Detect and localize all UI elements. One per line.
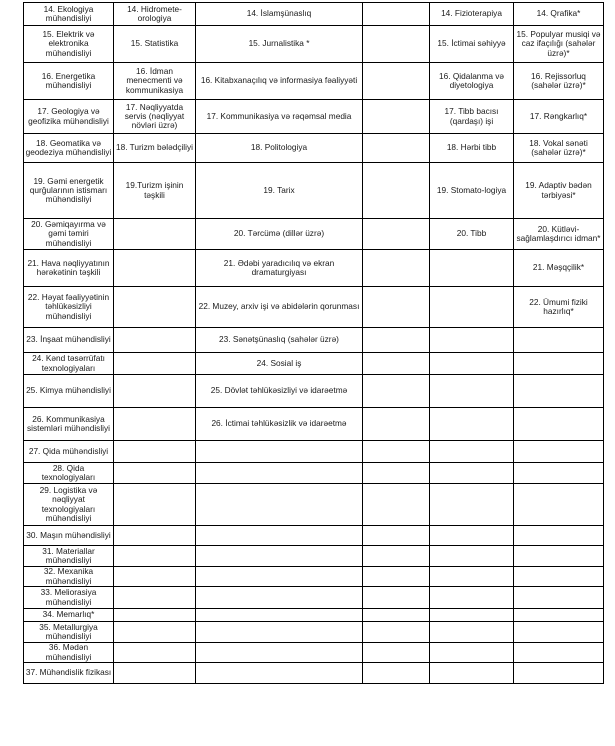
specialty-cell — [514, 609, 604, 622]
specialty-cell — [196, 609, 363, 622]
spacer-cell — [363, 26, 430, 63]
spacer-cell — [363, 219, 430, 250]
specialty-cell — [114, 375, 196, 408]
specialty-cell — [114, 587, 196, 609]
specialty-cell: 19. Adaptiv bədən tərbiyəsi* — [514, 163, 604, 219]
specialty-cell: 29. Logistika və nəqliyyat texnologiyaları mühəndisliyi — [24, 484, 114, 526]
spacer-cell — [363, 484, 430, 526]
spacer-cell — [363, 622, 430, 643]
specialty-cell — [114, 484, 196, 526]
table-row — [24, 100, 604, 134]
specialty-cell — [430, 484, 514, 526]
specialty-cell — [196, 622, 363, 643]
specialty-cell — [196, 587, 363, 609]
table-row — [24, 463, 604, 484]
specialty-cell — [196, 643, 363, 663]
table-row — [24, 643, 604, 663]
specialty-cell: 34. Memarlıq* — [24, 609, 114, 622]
specialty-cell — [114, 663, 196, 684]
spacer-cell — [363, 287, 430, 328]
specialty-cell — [430, 408, 514, 441]
specialty-cell — [114, 328, 196, 353]
specialty-cell: 22. Muzey, arxiv işi və abidələrin qorunması — [196, 287, 363, 328]
specialty-cell: 31. Materiallar mühəndisliyi — [24, 546, 114, 567]
specialty-cell — [514, 663, 604, 684]
specialty-cell — [114, 609, 196, 622]
table-row — [24, 587, 604, 609]
specialty-cell: 23. Sənətşünaslıq (sahələr üzrə) — [196, 328, 363, 353]
table-row — [24, 567, 604, 587]
specialty-cell: 21. Hava nəqliyyatının hərəkətinin təşkili — [24, 250, 114, 287]
specialty-cell: 19. Gəmi energetik qurğularının istismarı mühəndisliyi — [24, 163, 114, 219]
table-row — [24, 328, 604, 353]
table-row — [24, 609, 604, 622]
specialty-cell — [514, 622, 604, 643]
specialty-cell — [196, 526, 363, 546]
specialty-cell: 20. Kütləvi-sağlamlaşdırıcı idman* — [514, 219, 604, 250]
table-row — [24, 353, 604, 375]
specialty-cell: 37. Mühəndislik fizikası — [24, 663, 114, 684]
specialty-cell: 16. Qidalanma və diyetologiya — [430, 63, 514, 100]
specialty-cell: 18. Vokal sənəti (sahələr üzrə)* — [514, 134, 604, 163]
specialty-cell — [114, 219, 196, 250]
specialty-cell: 22. Həyat fəaliyyətinin təhlükəsizliyi mühəndisliyi — [24, 287, 114, 328]
specialty-cell: 14. İslamşünaslıq — [196, 3, 363, 26]
specialty-cell — [430, 441, 514, 463]
specialty-cell: 14. Hidromete-orologiya — [114, 3, 196, 26]
specialty-cell — [430, 546, 514, 567]
table-row — [24, 287, 604, 328]
specialty-cell: 35. Metallurgiya mühəndisliyi — [24, 622, 114, 643]
specialty-cell — [430, 526, 514, 546]
specialty-cell: 25. Kimya mühəndisliyi — [24, 375, 114, 408]
specialty-cell: 21. Məşqçilik* — [514, 250, 604, 287]
specialty-cell — [430, 663, 514, 684]
table-row — [24, 546, 604, 567]
spacer-cell — [363, 63, 430, 100]
specialty-cell: 16. Energetika mühəndisliyi — [24, 63, 114, 100]
specialty-cell: 15. Populyar musiqi və caz ifaçılığı (sahələr üzrə)* — [514, 26, 604, 63]
specialty-cell — [514, 408, 604, 441]
spacer-cell — [363, 100, 430, 134]
specialty-cell: 17. Tibb bacısı (qardaşı) işi — [430, 100, 514, 134]
specialty-cell — [114, 526, 196, 546]
specialty-cell — [430, 567, 514, 587]
specialty-cell — [430, 250, 514, 287]
specialty-cell: 36. Mədən mühəndisliyi — [24, 643, 114, 663]
table-body — [24, 3, 604, 684]
specialty-cell — [196, 546, 363, 567]
table-row — [24, 250, 604, 287]
table-row — [24, 441, 604, 463]
specialty-cell: 22. Ümumi fiziki hazırlıq* — [514, 287, 604, 328]
table-row — [24, 163, 604, 219]
specialty-cell — [114, 463, 196, 484]
specialty-cell: 18. Turizm bələdçiliyi — [114, 134, 196, 163]
spacer-cell — [363, 546, 430, 567]
spacer-cell — [363, 328, 430, 353]
specialty-cell: 30. Maşın mühəndisliyi — [24, 526, 114, 546]
specialty-cell — [430, 287, 514, 328]
specialty-cell: 15. Statistika — [114, 26, 196, 63]
spacer-cell — [363, 663, 430, 684]
specialty-cell — [114, 546, 196, 567]
specialty-cell — [114, 441, 196, 463]
table-row — [24, 375, 604, 408]
table-row — [24, 622, 604, 643]
spacer-cell — [363, 134, 430, 163]
table-row — [24, 408, 604, 441]
specialty-cell — [196, 567, 363, 587]
specialty-cell: 27. Qida mühəndisliyi — [24, 441, 114, 463]
spacer-cell — [363, 567, 430, 587]
specialty-cell: 24. Kənd təsərrüfatı texnologiyaları — [24, 353, 114, 375]
table-row — [24, 63, 604, 100]
specialty-cell: 28. Qida texnologiyaları — [24, 463, 114, 484]
specialty-cell — [514, 526, 604, 546]
specialty-cell: 18. Hərbi tibb — [430, 134, 514, 163]
specialty-cell — [114, 287, 196, 328]
specialty-cell: 32. Mexanika mühəndisliyi — [24, 567, 114, 587]
specialty-cell — [514, 375, 604, 408]
specialty-cell — [514, 546, 604, 567]
spacer-cell — [363, 643, 430, 663]
specialty-cell: 14. Qrafika* — [514, 3, 604, 26]
spacer-cell — [363, 163, 430, 219]
spacer-cell — [363, 353, 430, 375]
specialty-cell: 14. Fizioterapiya — [430, 3, 514, 26]
specialty-cell: 19.Turizm işinin təşkili — [114, 163, 196, 219]
specialty-cell: 17. Nəqliyyatda servis (nəqliyyat növləri üzrə) — [114, 100, 196, 134]
specialty-cell — [514, 441, 604, 463]
specialty-cell — [430, 622, 514, 643]
specialty-cell: 26. Kommunikasiya sistemləri mühəndisliyi — [24, 408, 114, 441]
table-row — [24, 26, 604, 63]
specialty-cell — [430, 643, 514, 663]
specialty-cell: 17. Kommunikasiya və rəqəmsal media — [196, 100, 363, 134]
specialty-cell — [514, 643, 604, 663]
specialty-cell — [114, 643, 196, 663]
table-row — [24, 3, 604, 26]
specialty-cell: 20. Tibb — [430, 219, 514, 250]
specialty-cell — [196, 463, 363, 484]
specialty-cell — [430, 328, 514, 353]
specialty-cell — [514, 328, 604, 353]
specialty-cell — [430, 609, 514, 622]
specialty-cell — [114, 622, 196, 643]
specialty-cell — [114, 250, 196, 287]
specialty-cell: 25. Dövlət təhlükəsizliyi və idarəetmə — [196, 375, 363, 408]
spacer-cell — [363, 463, 430, 484]
table-row — [24, 219, 604, 250]
specialty-cell: 20. Tərcümə (dillər üzrə) — [196, 219, 363, 250]
specialty-cell: 20. Gəmiqayırma və gəmi təmiri mühəndisliyi — [24, 219, 114, 250]
specialty-cell: 17. Rəngkarlıq* — [514, 100, 604, 134]
specialty-cell: 19. Tarix — [196, 163, 363, 219]
spacer-cell — [363, 375, 430, 408]
specialty-cell: 24. Sosial iş — [196, 353, 363, 375]
specialty-cell — [114, 353, 196, 375]
specialty-cell: 18. Geomatika və geodeziya mühəndisliyi — [24, 134, 114, 163]
specialty-cell — [114, 567, 196, 587]
table-row — [24, 134, 604, 163]
specialty-cell: 14. Ekologiya mühəndisliyi — [24, 3, 114, 26]
spacer-cell — [363, 3, 430, 26]
specialty-cell: 19. Stomato-logiya — [430, 163, 514, 219]
specialty-cell: 18. Politologiya — [196, 134, 363, 163]
specialty-cell — [514, 353, 604, 375]
specialty-cell: 21. Ədəbi yaradıcılıq və ekran dramaturgiyası — [196, 250, 363, 287]
specialty-cell: 15. İctimai səhiyyə — [430, 26, 514, 63]
specialty-cell — [196, 441, 363, 463]
specialty-cell: 17. Geologiya və geofizika mühəndisliyi — [24, 100, 114, 134]
specialty-cell — [196, 484, 363, 526]
spacer-cell — [363, 609, 430, 622]
table-row — [24, 526, 604, 546]
specialty-cell: 16. Rejissorluq (sahələr üzrə)* — [514, 63, 604, 100]
specialty-cell — [430, 353, 514, 375]
spacer-cell — [363, 408, 430, 441]
spacer-cell — [363, 587, 430, 609]
specialty-cell — [514, 587, 604, 609]
specialty-cell: 15. Jurnalistika * — [196, 26, 363, 63]
specialty-cell: 33. Meliorasiya mühəndisliyi — [24, 587, 114, 609]
specialty-cell: 15. Elektrik və elektronika mühəndisliyi — [24, 26, 114, 63]
specialty-cell: 16. İdman menecmenti və kommunikasiya — [114, 63, 196, 100]
table-row — [24, 663, 604, 684]
table-row — [24, 484, 604, 526]
specialty-cell: 26. İctimai təhlükəsizlik və idarəetmə — [196, 408, 363, 441]
spacer-cell — [363, 441, 430, 463]
specialty-cell — [114, 408, 196, 441]
specialty-cell — [430, 463, 514, 484]
specialty-cell — [514, 567, 604, 587]
spacer-cell — [363, 250, 430, 287]
specialties-table — [23, 2, 604, 684]
specialty-cell — [430, 375, 514, 408]
specialty-cell — [196, 663, 363, 684]
specialty-cell — [430, 587, 514, 609]
specialty-cell: 23. İnşaat mühəndisliyi — [24, 328, 114, 353]
spacer-cell — [363, 526, 430, 546]
specialty-cell — [514, 484, 604, 526]
specialty-cell: 16. Kitabxanaçılıq və informasiya fəaliyyəti — [196, 63, 363, 100]
specialty-cell — [514, 463, 604, 484]
